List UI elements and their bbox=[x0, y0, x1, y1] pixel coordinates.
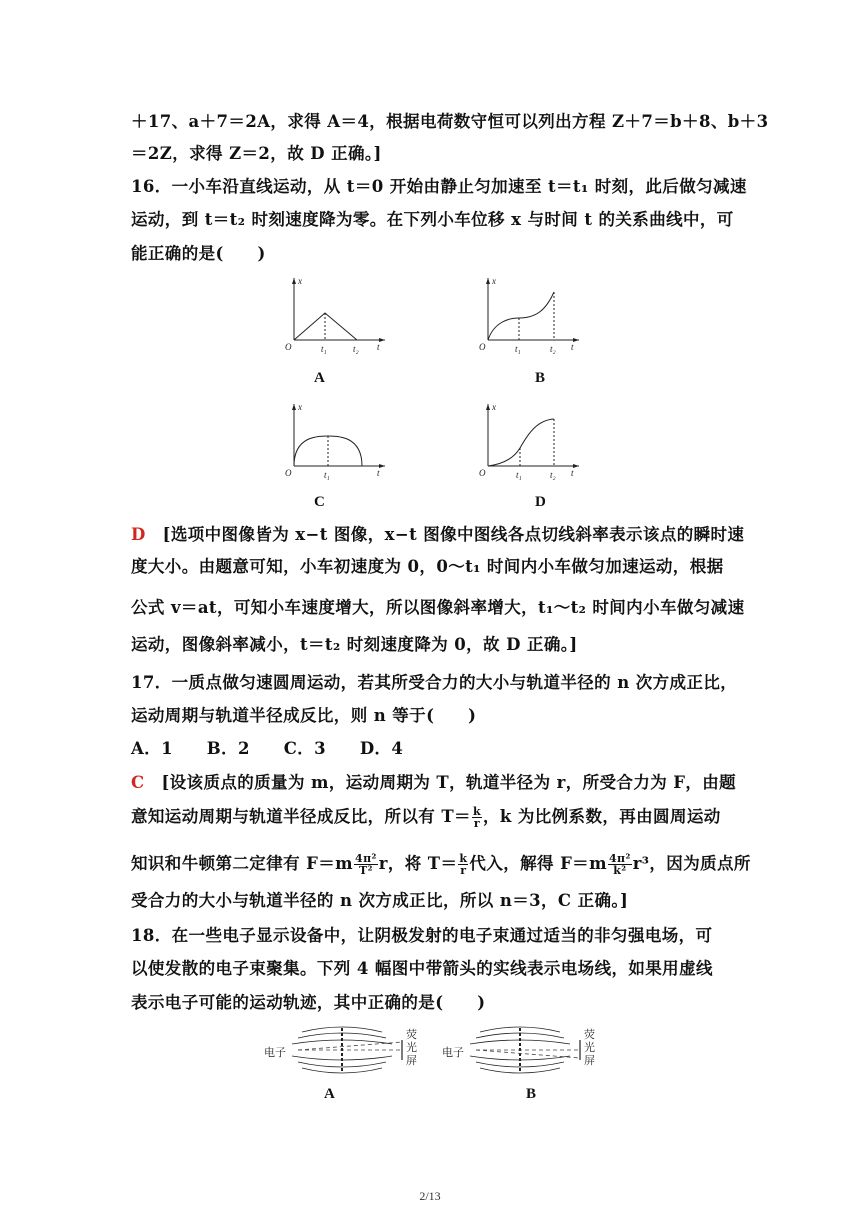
graph-c-x-label: x bbox=[298, 402, 302, 412]
graph-a-caption: A bbox=[314, 370, 325, 386]
fraction-k-over-r-2: $\frac{k}{r}$ bbox=[459, 852, 468, 877]
answer-17-letter: C bbox=[131, 773, 145, 792]
answer-17-line-2 bbox=[131, 806, 733, 829]
question-18-line-1: 18．在一些电子显示设备中，让阴极发射的电子束通过适当的非匀强电场，可 bbox=[131, 926, 713, 945]
graph-c-t-label: t bbox=[377, 468, 380, 478]
answer-16-line-2: 度大小。由题意可知，小车初速度为 0，0～t₁ 时间内小车做匀加速运动，根据 bbox=[131, 557, 724, 576]
graph-a-t1: t₁ bbox=[321, 344, 327, 354]
fraction-k-over-r: $\frac{k}{r}$ bbox=[472, 805, 481, 830]
answer-17-line-4: 受合力的大小与轨道半径的 n 次方成正比，所以 n＝3，C 正确。] bbox=[131, 891, 629, 910]
answer-17-text: [设该质点的质量为 m，运动周期为 T，轨道半径为 r，所受合力为 F，由题 bbox=[161, 773, 737, 792]
question-18-line-2: 以使发散的电子束聚集。下列 4 幅图中带箭头的实线表示电场线，如果用虚线 bbox=[131, 959, 713, 978]
efield-a-caption: A bbox=[324, 1086, 335, 1102]
text-line-1: ＋17、a＋7＝2A，求得 A＝4，根据电荷数守恒可以列出方程 Z＋7＝b＋8、b＋3 bbox=[131, 112, 769, 131]
answer-16-line-3: 公式 v＝at，可知小车速度增大，所以图像斜率增大，t₁～t₂ 时间内小车做匀减速 bbox=[131, 598, 745, 617]
efield-b-electron-label: 电子 bbox=[442, 1046, 464, 1059]
graph-b-t-label: t bbox=[571, 342, 574, 352]
graph-d-caption: D bbox=[535, 494, 546, 510]
efield-b-screen-2: 光 bbox=[584, 1041, 595, 1054]
graph-c-t1: t₁ bbox=[324, 470, 330, 480]
answer-16-text: [选项中图像皆为 x−t 图像，x−t 图像中图线各点切线斜率表示该点的瞬时速 bbox=[162, 525, 745, 544]
answer-17-line-3 bbox=[131, 852, 751, 877]
question-17-line-2: 运动周期与轨道半径成反比，则 n 等于( ) bbox=[131, 706, 477, 725]
answer-17-text-b: ，k 为比例系数，再由圆周运动 bbox=[482, 807, 721, 826]
answer-17-text-a: 意知运动周期与轨道半径成反比，所以有 T＝ bbox=[131, 807, 471, 826]
answer-17-text-d: r，将 T＝ bbox=[378, 854, 458, 873]
graph-d-t-label: t bbox=[571, 468, 574, 478]
fraction-4pi2-over-k2: $\frac{\text{4π²}}{\text{k²}}$ bbox=[608, 852, 631, 877]
graph-b-origin: O bbox=[479, 342, 486, 352]
efield-b-screen-3: 屏 bbox=[584, 1054, 595, 1067]
graph-b-x-label: x bbox=[492, 276, 496, 286]
graph-b-caption: B bbox=[535, 370, 546, 386]
graph-b-t2: t₂ bbox=[550, 344, 556, 354]
graph-d-t2: t₂ bbox=[550, 470, 556, 480]
question-16-line-1: 16．一小车沿直线运动，从 t＝0 开始由静止匀加速至 t＝t₁ 时刻，此后做匀减速 bbox=[131, 177, 747, 196]
efield-a-screen-3: 屏 bbox=[406, 1054, 417, 1067]
question-17-line-1: 17．一质点做匀速圆周运动，若其所受合力的大小与轨道半径的 n 次方成正比， bbox=[131, 673, 738, 692]
efield-figure-b bbox=[440, 1024, 600, 1076]
question-17-options: A．1 B．2 C．3 D．4 bbox=[131, 739, 404, 758]
answer-17-line-1 bbox=[131, 772, 737, 794]
answer-17-text-c: 知识和牛顿第二定律有 F＝m bbox=[131, 854, 354, 873]
question-18-line-3: 表示电子可能的运动轨迹，其中正确的是( ) bbox=[131, 993, 486, 1012]
answer-16-letter: D bbox=[131, 525, 146, 544]
graph-d-origin: O bbox=[479, 468, 486, 478]
efield-a-electron-label: 电子 bbox=[264, 1046, 286, 1059]
graph-b bbox=[474, 272, 584, 356]
graph-d-x-label: x bbox=[492, 402, 496, 412]
answer-16-line-1 bbox=[131, 524, 745, 546]
graph-c bbox=[280, 398, 390, 482]
answer-17-text-f: r³，因为质点所 bbox=[632, 854, 751, 873]
graph-a-x-label: x bbox=[298, 276, 302, 286]
graph-c-caption: C bbox=[314, 494, 325, 510]
efield-a-screen-1: 荧 bbox=[406, 1028, 417, 1041]
graph-b-t1: t₁ bbox=[515, 344, 521, 354]
graph-d bbox=[474, 398, 584, 482]
page-number: 2/13 bbox=[419, 1189, 441, 1203]
graph-c-origin: O bbox=[285, 468, 292, 478]
efield-b-caption: B bbox=[526, 1086, 537, 1102]
text-line-2: ＝2Z，求得 Z＝2，故 D 正确。] bbox=[131, 144, 382, 163]
efield-a-screen-2: 光 bbox=[406, 1041, 417, 1054]
answer-16-line-4: 运动，图像斜率减小，t＝t₂ 时刻速度降为 0，故 D 正确。] bbox=[131, 635, 578, 654]
answer-17-text-e: 代入，解得 F＝m bbox=[469, 854, 607, 873]
graph-a-t2: t₂ bbox=[353, 344, 359, 354]
question-16-line-2: 运动，到 t＝t₂ 时刻速度降为零。在下列小车位移 x 与时间 t 的关系曲线中，可 bbox=[131, 210, 734, 229]
efield-b-screen-1: 荧 bbox=[584, 1028, 595, 1041]
question-16-line-3: 能正确的是( ) bbox=[131, 244, 266, 263]
graph-a-origin: O bbox=[285, 342, 292, 352]
graph-a-t-label: t bbox=[377, 342, 380, 352]
graph-d-t1: t₁ bbox=[516, 470, 522, 480]
efield-figure-a bbox=[262, 1024, 422, 1076]
graph-a bbox=[280, 272, 390, 356]
fraction-4pi2-over-t2: $\frac{\text{4π²}}{\text{T²}}$ bbox=[355, 852, 377, 877]
